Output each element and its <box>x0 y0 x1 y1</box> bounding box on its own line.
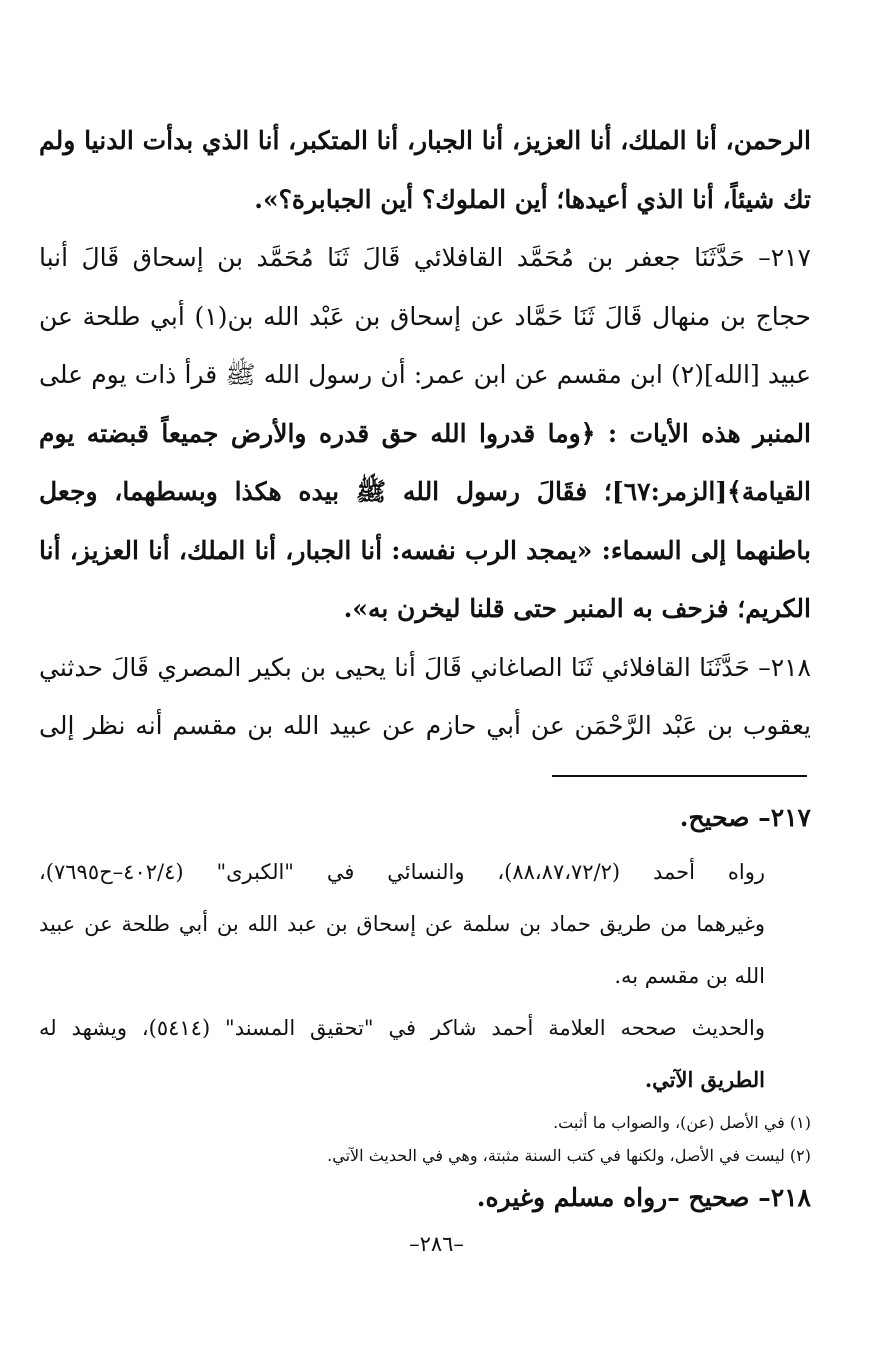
note-heading-218: ٢١٨– صحيح –رواه مسلم وغيره. <box>476 1183 811 1212</box>
hadith-217-line-1: ٢١٧– حَدَّثَنَا جعفر بن مُحَمَّد القافلائي قَالَ ثَنَا مُحَمَّد بن إسحاق قَالَ أنبا <box>39 243 811 272</box>
note-line-3: الله بن مقسم به. <box>614 964 765 988</box>
hadith-217-line-7: الكريم؛ فزحف به المنبر حتى قلنا ليخرن به». <box>343 594 811 623</box>
note-line-1: رواه أحمد (٨٨،٨٧،٧٢/٢)، والنسائي في "الكبرى" (٤٠٢/٤–ح٧٦٩٥)، <box>39 860 765 884</box>
footnote-separator <box>552 775 807 777</box>
hadith-217-line-6: باطنهما إلى السماء: «يمجد الرب نفسه: أنا الجبار، أنا الملك، أنا العزيز، أنا <box>39 535 811 565</box>
hadith-217-line-4: المنبر هذه الأيات : ﴿وما قدروا الله حق قدره والأرض جميعاً قبضته يوم <box>39 418 811 448</box>
hadith-217-line-3: عبيد [الله](٢) ابن مقسم عن ابن عمر: أن رسول الله ﷺ قرأ ذات يوم على <box>39 360 811 389</box>
footnote-2: (٢) ليست في الأصل، ولكنها في كتب السنة مثبتة، وهي في الحديث الآتي. <box>327 1146 811 1165</box>
hadith-217-line-2: حجاج بن منهال قَالَ ثَنَا حَمَّاد عن إسحاق بن عَبْد الله بن(١) أبي طلحة عن <box>39 301 811 331</box>
main-line-2: تك شيئاً، أنا الذي أعيدها؛ أين الملوك؟ أين الجبابرة؟». <box>254 184 811 214</box>
page-number: –٢٨٦– <box>409 1232 464 1256</box>
footnote-1: (١) في الأصل (عن)، والصواب ما أثبت. <box>553 1113 811 1132</box>
hadith-218-line-2: يعقوب بن عَبْد الرَّحْمَن عن أبي حازم عن عبيد الله بن مقسم أنه نظر إلى <box>39 711 811 740</box>
notes-section <box>39 790 811 1224</box>
hadith-218-line-1: ٢١٨– حَدَّثَنَا القافلائي ثَنَا الصاغاني قَالَ أنا يحيى بن بكير المصري قَالَ حدثني <box>39 652 811 682</box>
note-line-4: والحديث صححه العلامة أحمد شاكر في "تحقيق المسند" (٥٤١٤)، ويشهد له <box>39 1016 765 1040</box>
main-text <box>39 112 811 756</box>
note-heading-217: ٢١٧– صحيح. <box>679 803 811 832</box>
note-line-5: الطريق الآتي. <box>644 1067 765 1092</box>
hadith-217-line-5: القيامة﴾[الزمر:٦٧]؛ فقَالَ رسول الله ﷺ بيده هكذا وبسطهما، وجعل <box>39 477 811 506</box>
note-line-2: وغيرهما من طريق حماد بن سلمة عن إسحاق بن عبد الله بن أبي طلحة عن عبيد <box>39 912 765 936</box>
main-line-1: الرحمن، أنا الملك، أنا العزيز، أنا الجبار، أنا المتكبر، أنا الذي بدأت الدنيا ولم <box>39 126 811 155</box>
